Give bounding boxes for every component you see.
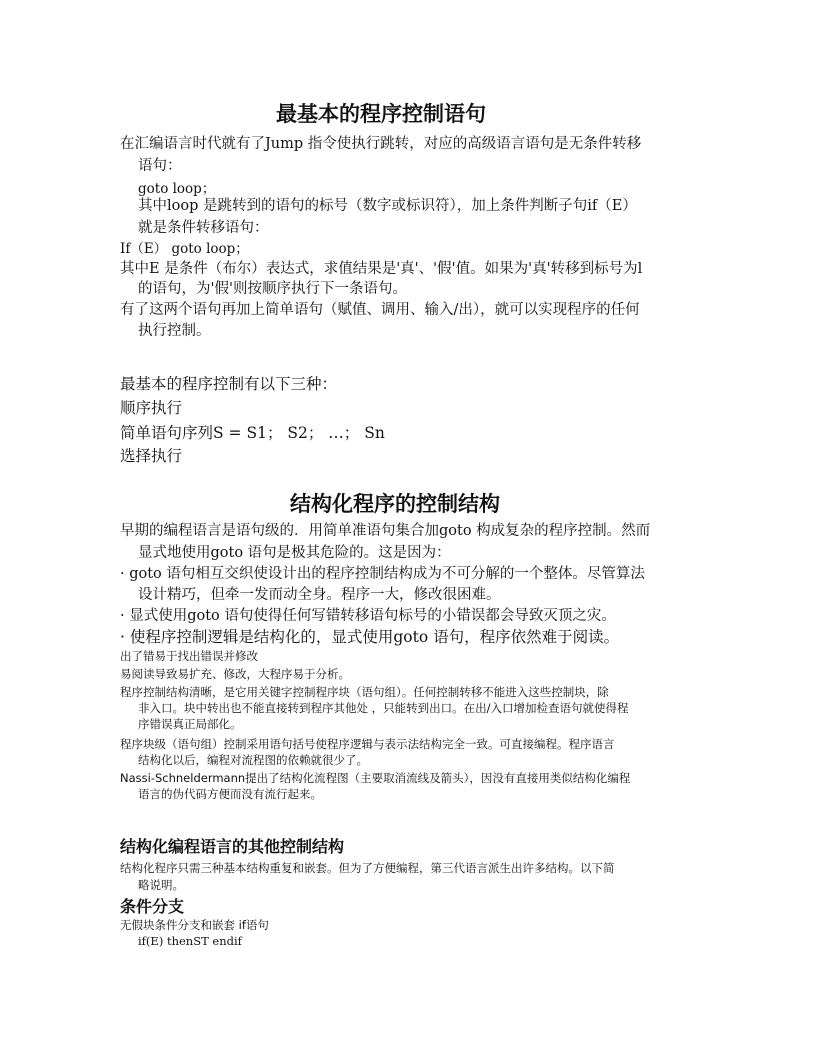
section2-small-line: 出了错易于找出错误并修改: [120, 649, 258, 663]
section2-line: 设计精巧，但牵一发而动全身。程序一大，修改很困难。: [138, 587, 501, 603]
section2-line: 显式地使用goto 语句是极其危险的。这是因为：: [138, 545, 451, 561]
section2-bullet: · 显式使用goto 语句使得任何写错转移语句标号的小错误都会导致灭顶之灾。: [120, 608, 616, 624]
section1-list-item: 选择执行: [120, 447, 183, 465]
section1-code: goto loop；: [138, 181, 216, 197]
section3-title: 结构化编程语言的其他控制结构: [120, 837, 345, 856]
section1-line: 的语句，为'假'则按顺序执行下一条语句。: [138, 281, 407, 297]
section1-line: 就是条件转移语句：: [138, 220, 269, 236]
section3-line: 结构化程序只需三种基本结构重复和嵌套。但为了方便编程，第三代语言派生出许多结构。以下简: [120, 861, 615, 875]
section1-line: 语句：: [138, 158, 182, 174]
section3-sub-line: 无假块条件分支和嵌套 if语句: [120, 918, 269, 932]
section2-line: 早期的编程语言是语句级的．用简单准语句集合加goto 构成复杂的程序控制。然而: [120, 523, 651, 539]
section1-list-item: 顺序执行: [120, 399, 183, 417]
section3-code: if(E) thenST endif: [138, 934, 242, 948]
section2-small-line: 程序块级（语句组）控制采用语句括号使程序逻辑与表示法结构完全一致。可直接编程。程序语言: [120, 737, 615, 751]
section1-code: If（E） goto loop；: [120, 241, 249, 257]
section2-bullet: · 使程序控制逻辑是结构化的，显式使用goto 语句，程序依然难于阅读。: [120, 628, 620, 646]
section2-small-line: 语言的伪代码方便而没有流行起来。: [138, 787, 322, 801]
section2-title: 结构化程序的控制结构: [290, 491, 500, 516]
section2-small-line: 非入口。块中转出也不能直接转到程序其他处 ，只能转到出口。在出/入口增加检查语句就使得程: [138, 701, 629, 715]
section1-line: 在汇编语言时代就有了Jump 指令使执行跳转，对应的高级语言语句是无条件转移: [120, 136, 642, 152]
section1-line: 执行控制。: [138, 323, 211, 339]
section2-small-line: 程序控制结构清晰，是它用关键字控制程序块（语句组）。任何控制转移不能进入这些控制块，除: [120, 685, 609, 699]
section3-line: 略说明。: [138, 878, 184, 892]
section3-subtitle: 条件分支: [120, 897, 185, 916]
section2-small-line: 序错误真正局部化。: [138, 717, 242, 731]
section1-line: 有了这两个语句再加上简单语句（赋值、调用、输入/出），就可以实现程序的任何: [120, 302, 640, 318]
section2-small-line: 结构化以后，编程对流程图的依赖就很少了。: [138, 753, 368, 767]
section2-small-line: 易阅读导致易扩充、修改，大程序易于分析。: [120, 667, 350, 681]
section1-line: 其中loop 是跳转到的语句的标号（数字或标识符），加上条件判断子句if（E）: [138, 198, 637, 214]
section1-line: 其中E 是条件（布尔）表达式，求值结果是'真'、'假'值。如果为'真'转移到标号为l: [120, 261, 643, 277]
section1-list-item: 简单语句序列S = S1； S2； …； Sn: [120, 424, 385, 442]
section1-list-intro: 最基本的程序控制有以下三种：: [120, 375, 338, 393]
section2-bullet: · goto 语句相互交织使设计出的程序控制结构成为不可分解的一个整体。尽管算法: [120, 566, 645, 582]
section1-title: 最基本的程序控制语句: [276, 101, 486, 126]
section2-small-line: Nassi-Schneldermann提出了结构化流程图（主要取消流线及箭头），因没有直接用类似结构化编程: [120, 771, 631, 785]
